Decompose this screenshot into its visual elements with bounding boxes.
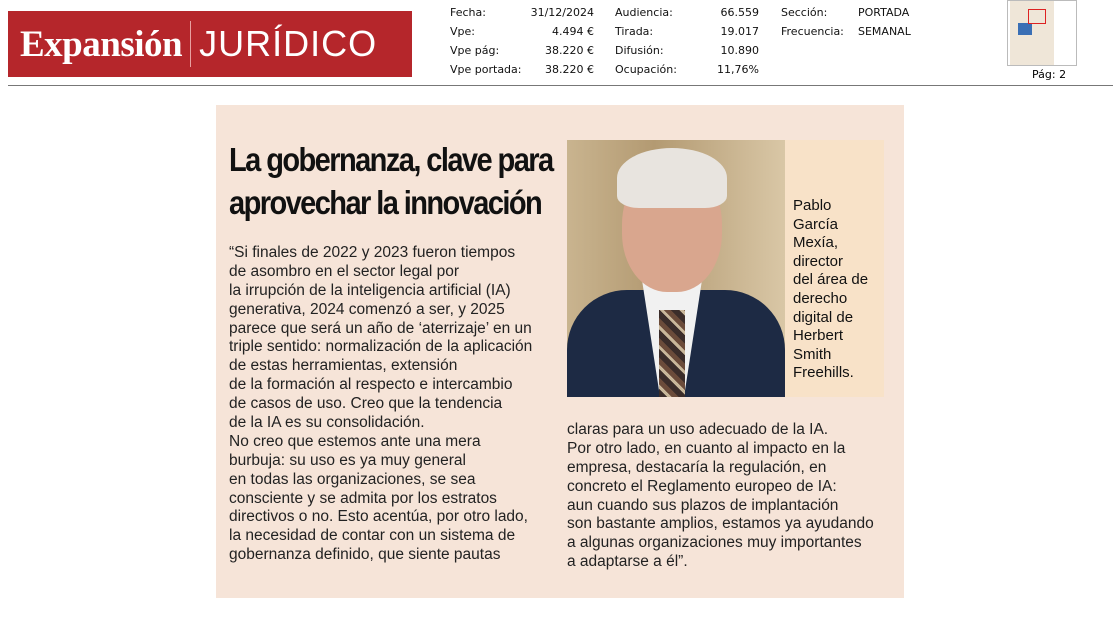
caption-line: Herbert [793,327,844,345]
meta-label: Sección: [781,6,828,19]
logo-divider [190,21,191,67]
meta-label: Vpe: [450,25,475,38]
meta-value: 31/12/2024 [530,6,594,19]
meta-value: 19.017 [720,25,759,38]
meta-label: Vpe portada: [450,63,522,76]
body-line: gobernanza definido, que siente pautas [229,546,501,564]
body-line: en todas las organizaciones, se sea [229,470,476,488]
portrait-photo [567,140,785,397]
body-line: de la IA es su consolidación. [229,414,425,432]
caption-line: Pablo [793,197,832,214]
body-line: triple sentido: normalización de la aplicación [229,338,533,356]
meta-value: 11,76% [717,63,759,76]
meta-row [615,22,760,41]
body-line: Por otro lado, en cuanto al impacto en la [567,439,846,457]
body-line: consciente y se admita por los estratos [229,489,497,507]
page-number: Pág: 2 [1032,68,1067,81]
caption-line: derecho [793,289,848,307]
highlight-box [1028,9,1046,24]
meta-row [615,3,760,22]
meta-row [615,41,760,60]
body-line: a algunas organizaciones muy importantes [567,534,862,552]
body-line: aun cuando sus plazos de implantación [567,496,839,514]
meta-value: 38.220 € [545,44,594,57]
meta-label: Ocupación: [615,63,677,76]
body-line: burbuja: su uso es ya muy general [229,451,466,469]
caption-line: Freehills. [793,364,854,382]
body-line: No creo que estemos ante una mera [229,432,481,450]
caption-line: Mexía, [793,234,839,252]
body-line: la irrupción de la inteligencia artificial (IA) [229,281,511,299]
meta-label: Frecuencia: [781,25,844,38]
meta-row [450,3,595,22]
body-line: “Si finales de 2022 y 2023 fueron tiempos [229,244,516,261]
caption-line: del área de [793,271,869,289]
body-line: son bastante amplios, estamos ya ayudando [567,515,874,533]
header-divider [8,85,1113,86]
body-line: directivos o no. Esto acentúa, por otro lado, [229,508,528,526]
meta-row [781,3,921,22]
caption-line: García [793,215,839,233]
meta-label: Vpe pág: [450,44,500,57]
meta-row [450,41,595,60]
meta-label: Audiencia: [615,6,673,19]
meta-value: 38.220 € [545,63,594,76]
meta-row [450,22,595,41]
meta-group-2 [615,3,760,79]
meta-group-3 [781,3,921,41]
logo-brand: Expansión [20,23,183,65]
article-title [229,138,553,224]
body-line: empresa, destacaría la regulación, en [567,458,827,476]
meta-row [615,60,760,79]
meta-row [781,22,921,41]
body-left-column [229,244,532,565]
page-thumbnail[interactable] [1007,0,1077,66]
meta-value: SEMANAL [858,25,911,38]
meta-group-1 [450,3,595,79]
logo [8,11,412,77]
body-line: parece que será un año de ‘aterrizaje’ en un [229,319,532,337]
body-line: de la formación al respecto e intercambio [229,376,513,394]
caption-line: Smith [793,345,832,363]
meta-value: 10.890 [720,44,759,57]
body-line: claras para un uso adecuado de la IA. [567,421,829,438]
meta-label: Fecha: [450,6,486,19]
body-line: de asombro en el sector legal por [229,262,460,280]
meta-value: PORTADA [858,6,910,19]
title-line: aprovechar la innovación [229,184,542,221]
body-right-column [567,421,874,572]
body-line: de casos de uso. Creo que la tendencia [229,395,503,413]
body-line: de estas herramientas, extensión [229,357,458,375]
meta-value: 66.559 [720,6,759,19]
caption-line: digital de [793,308,854,326]
meta-label: Difusión: [615,44,664,57]
body-line: a adaptarse a él”. [567,553,688,571]
body-line: concreto el Reglamento europeo de IA: [567,477,837,495]
title-line: La gobernanza, clave para [229,141,553,178]
meta-label: Tirada: [615,25,654,38]
caption-line: director [793,252,844,270]
photo-caption [793,197,868,383]
logo-section: JURÍDICO [199,23,378,64]
meta-value: 4.494 € [552,25,594,38]
meta-row [450,60,595,79]
body-line: generativa, 2024 comenzó a ser, y 2025 [229,300,505,318]
body-line: la necesidad de contar con un sistema de [229,527,516,545]
